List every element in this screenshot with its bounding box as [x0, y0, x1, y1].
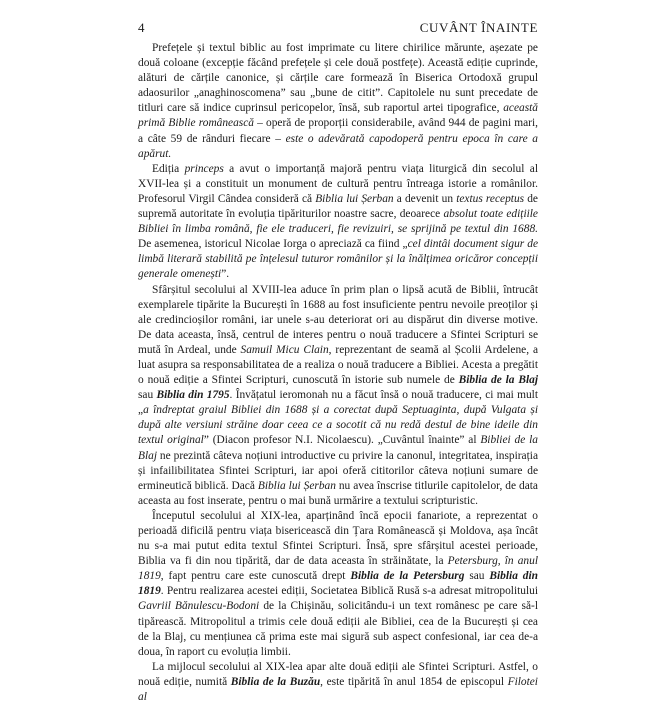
bold-italic-title: Biblia de la Blaj [458, 374, 538, 387]
text-segment: sau [464, 570, 490, 583]
italic-text: Bibliei de la Blaj [138, 434, 538, 462]
text-segment: De asemenea, istoricul Nicolae Iorga o apreciază ca fiind „ [138, 238, 408, 251]
running-title: CUVÂNT ÎNAINTE [419, 20, 538, 35]
italic-text: cel dintâi document sigur de limbă literară stabilită pe înțelesul tuturor românilor și la înălțimea oricăror concepții generale omenești [138, 238, 538, 281]
text-segment: , este tipărită în anul 1854 de episcopul [320, 675, 508, 688]
text-segment: – operă de proporții considerabile, având 944 de pagini mari, a câte 59 de rânduri fiecare – [138, 117, 538, 145]
text-segment: , reprezentant de seamă al Școlii Ardelene, a luat asupra sa responsabilitatea de a realiza o nouă traducere a Bibliei. Acesta a pregătit o nouă ediție a Sfintei Scripturi, cunoscută în istorie sub numele de [138, 343, 539, 387]
text-segment: sau [138, 389, 157, 402]
bold-italic-title: Biblia de la Buzău [230, 675, 321, 688]
italic-text: Gavriil Bănulescu-Bodoni [138, 600, 260, 613]
italic-text: Biblia lui Șerban [315, 192, 394, 205]
text-segment: de la Chișinău, solicitându-i un text românesc pe care să-l tipărească. Mitropolitul a trimis cele două ediții ale Bibliei, cea de la București și cea de la Blaj, cu mențiunea că prima este mai sigură sub aspect confesional, iar cea de-a doua, în raport cu evoluția limbii. [138, 600, 538, 658]
italic-text: textus receptus [456, 192, 525, 205]
text-segment: . Pentru realizarea acestei ediții, Societatea Biblică Rusă s-a adresat mitropolitului [160, 585, 538, 598]
body-text [138, 41, 538, 705]
italic-text: această primă Biblie românească [138, 102, 538, 130]
italic-text: este o adevărată capodoperă pentru epoca în care a apărut. [138, 132, 539, 160]
paragraph [138, 660, 538, 705]
page-number: 4 [138, 20, 145, 35]
text-segment: Începutul secolului al XIX-lea, aparținând încă epocii fanariote, a reprezentat o perioadă dificilă pentru viața bisericească din Țara Românească și Moldova, așa încât nu s-a mai putut edita textul Sfintei Scripturi. Însă, spre sfârșitul acestei perioade, Biblia va fi din nou tipărită, dar de data aceasta în străinătate, la [138, 509, 538, 568]
text-segment: ”. [221, 268, 230, 281]
text-segment: Ediția [152, 162, 185, 175]
text-segment: de supremă autoritate în evoluția tipăriturilor noastre sacre, deoarece [138, 192, 538, 221]
italic-text: Petersburg, în anul 1819 [138, 555, 538, 583]
text-segment: ne prezintă câteva noțiuni introductive cu privire la canonul, integritatea, inspirația și infailibilitatea Sfintei Scripturi, iar apoi oferă cititorilor câteva noțiuni sumare de ermineutică biblică. Dacă [138, 449, 538, 492]
bold-italic-title: Biblia din 1819 [138, 570, 538, 598]
italic-text: Samuil Micu Clain [240, 343, 329, 356]
italic-text: absolut toate edițiile Bibliei în limba română, fie ele traduceri, fie revizuiri, se sprijină pe textul din 1688. [138, 208, 538, 236]
italic-text: a îndreptat graiul Bibliei din 1688 și a corectat după Septuaginta, după Vulgata și după alte versiuni străine doar ceea ce a socotit că nu redă destul de bine ideile din textul original [138, 404, 538, 447]
text-segment: , fapt pentru care este cunoscută drept [160, 570, 351, 583]
page-header [138, 20, 538, 40]
bold-italic-title: Biblia de la Petersburg [350, 570, 465, 583]
paragraph [138, 41, 538, 162]
bold-italic-title: Biblia din 1795 [156, 389, 230, 402]
text-segment: a devenit un [393, 192, 457, 205]
text-segment: ” (Diacon profesor N.I. Nicolaescu). „Cuvântul înainte” al [203, 434, 481, 447]
paragraph [138, 283, 538, 509]
italic-text: princeps [184, 162, 224, 175]
italic-text: Filotei al [138, 675, 538, 704]
text-segment: Sfârșitul secolului al XVIII-lea aduce în prim plan o lipsă acută de Biblii, întrucât exemplarele tipărite la București în 1688 au fost insuficiente pentru nevoile preoților și ale credincioșilor români, iar unele s-au deteriorat ori au dispărut din diverse motive. De data aceasta, însă, centrul de interes pentru o nouă traducere a Sfintei Scripturi se mută în Ardeal, unde [138, 283, 538, 356]
paragraph [138, 509, 538, 660]
text-segment: a avut o importanță majoră pentru viața liturgică din secolul al XVII-lea și a constituit un monument de cultură pentru întreaga istorie a românilor. Profesorul Virgil Cândea consideră că [138, 162, 538, 205]
text-segment: La mijlocul secolului al XIX-lea apar alte două ediții ale Sfintei Scripturi. Astfel, o nouă ediție, numită [138, 660, 538, 688]
text-segment: Prefețele și textul biblic au fost imprimate cu litere chirilice mărunte, așezate pe două coloane (excepție făcând prefețele și cele două postfețe). Această ediție cuprinde, alături de cărțile canonice, și cărțile care formează în Biserica Ortodoxă grupul adaosurilor „anaghinoscomena” sau „bune de citit”. Capitolele nu sunt precedate de titluri care să indice cuprinsul pericopelor, însă, sub raportul artei tipografice, [138, 42, 538, 115]
text-segment: nu avea înscrise titlurile capitolelor, de data aceasta au fost inserate, pentru o mai bună urmărire a textului scripturistic. [138, 479, 538, 507]
paragraph [138, 162, 538, 283]
italic-text: Biblia lui Șerban [257, 479, 336, 492]
text-segment: . Învățatul ieromonah nu a făcut însă o nouă traducere, ci mai mult „ [138, 389, 538, 417]
